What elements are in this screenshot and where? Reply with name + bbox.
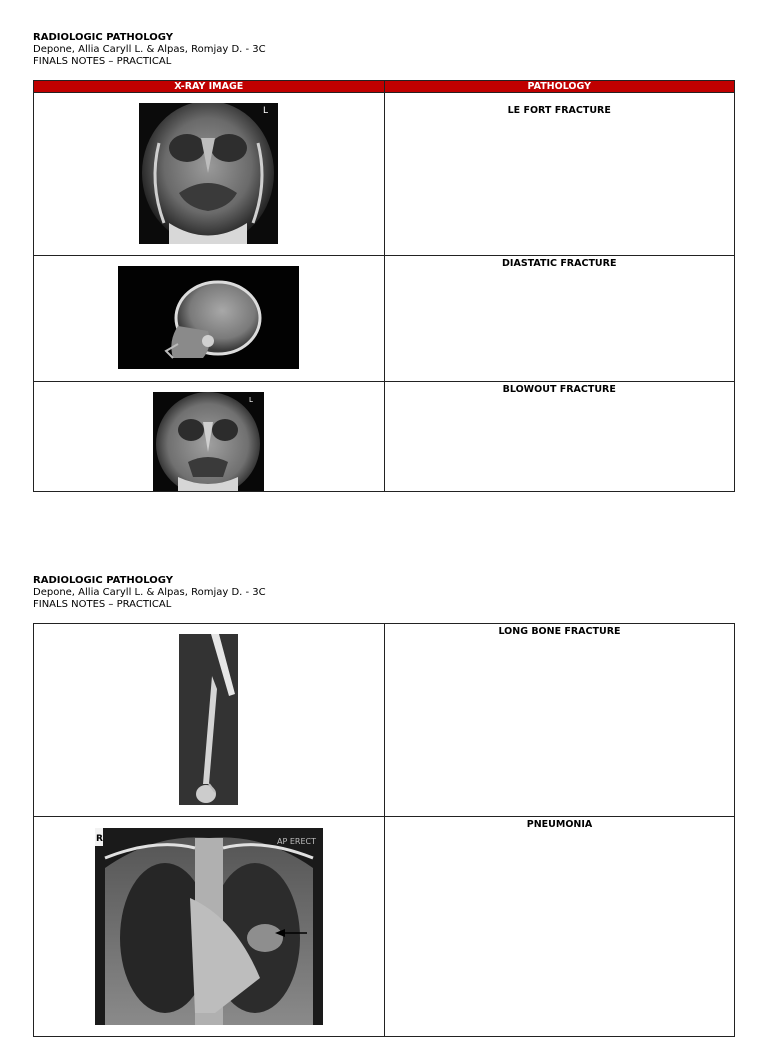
xray-cell	[34, 93, 385, 256]
pathology-label: DIASTATIC FRACTURE	[502, 258, 617, 269]
page1-authors: Depone, Allia Caryll L. & Alpas, Romjay D. - 3C	[33, 44, 266, 55]
pathology-cell	[384, 93, 735, 256]
table-row	[34, 382, 735, 492]
table-row	[34, 817, 735, 1037]
page2-title: RADIOLOGIC PATHOLOGY	[33, 575, 174, 586]
xray-cell	[34, 256, 385, 382]
pathology-label: LE FORT FRACTURE	[507, 105, 611, 116]
xray-cell	[34, 382, 385, 492]
pathology-cell	[385, 624, 735, 817]
page1-subtitle: FINALS NOTES – PRACTICAL	[33, 56, 172, 67]
pathology-table-2	[33, 623, 735, 1037]
page2-authors: Depone, Allia Caryll L. & Alpas, Romjay D. - 3C	[33, 587, 266, 598]
pathology-label: PNEUMONIA	[526, 819, 593, 830]
pathology-cell	[384, 382, 735, 492]
page2-subtitle: FINALS NOTES – PRACTICAL	[33, 599, 172, 610]
xray-cell	[34, 817, 385, 1037]
page2-header	[33, 575, 266, 611]
xray-cell	[34, 624, 385, 817]
column-header-xray: X-RAY IMAGE	[34, 81, 385, 93]
page1-header	[33, 32, 266, 68]
xray-blowout-image	[153, 392, 264, 491]
xray-longbone-image	[179, 634, 238, 805]
table-row	[34, 624, 735, 817]
blowout-marker: L	[249, 396, 253, 404]
pathology-label: BLOWOUT FRACTURE	[502, 384, 616, 395]
xray-diastatic-image	[118, 266, 299, 369]
pathology-table-1	[33, 80, 735, 492]
table-row	[34, 93, 735, 256]
table-row	[34, 256, 735, 382]
lefort-marker: L	[263, 106, 269, 116]
pathology-label: LONG BONE FRACTURE	[498, 626, 621, 637]
column-header-pathology: PATHOLOGY	[384, 81, 735, 93]
pathology-cell	[384, 256, 735, 382]
xray-lefort-image	[139, 103, 278, 244]
pneumonia-marker: R	[96, 834, 103, 844]
page1-title: RADIOLOGIC PATHOLOGY	[33, 32, 174, 43]
pathology-cell	[385, 817, 735, 1037]
xray-pneumonia-image	[95, 828, 323, 1025]
pneumonia-view-label: AP ERECT	[277, 837, 316, 846]
